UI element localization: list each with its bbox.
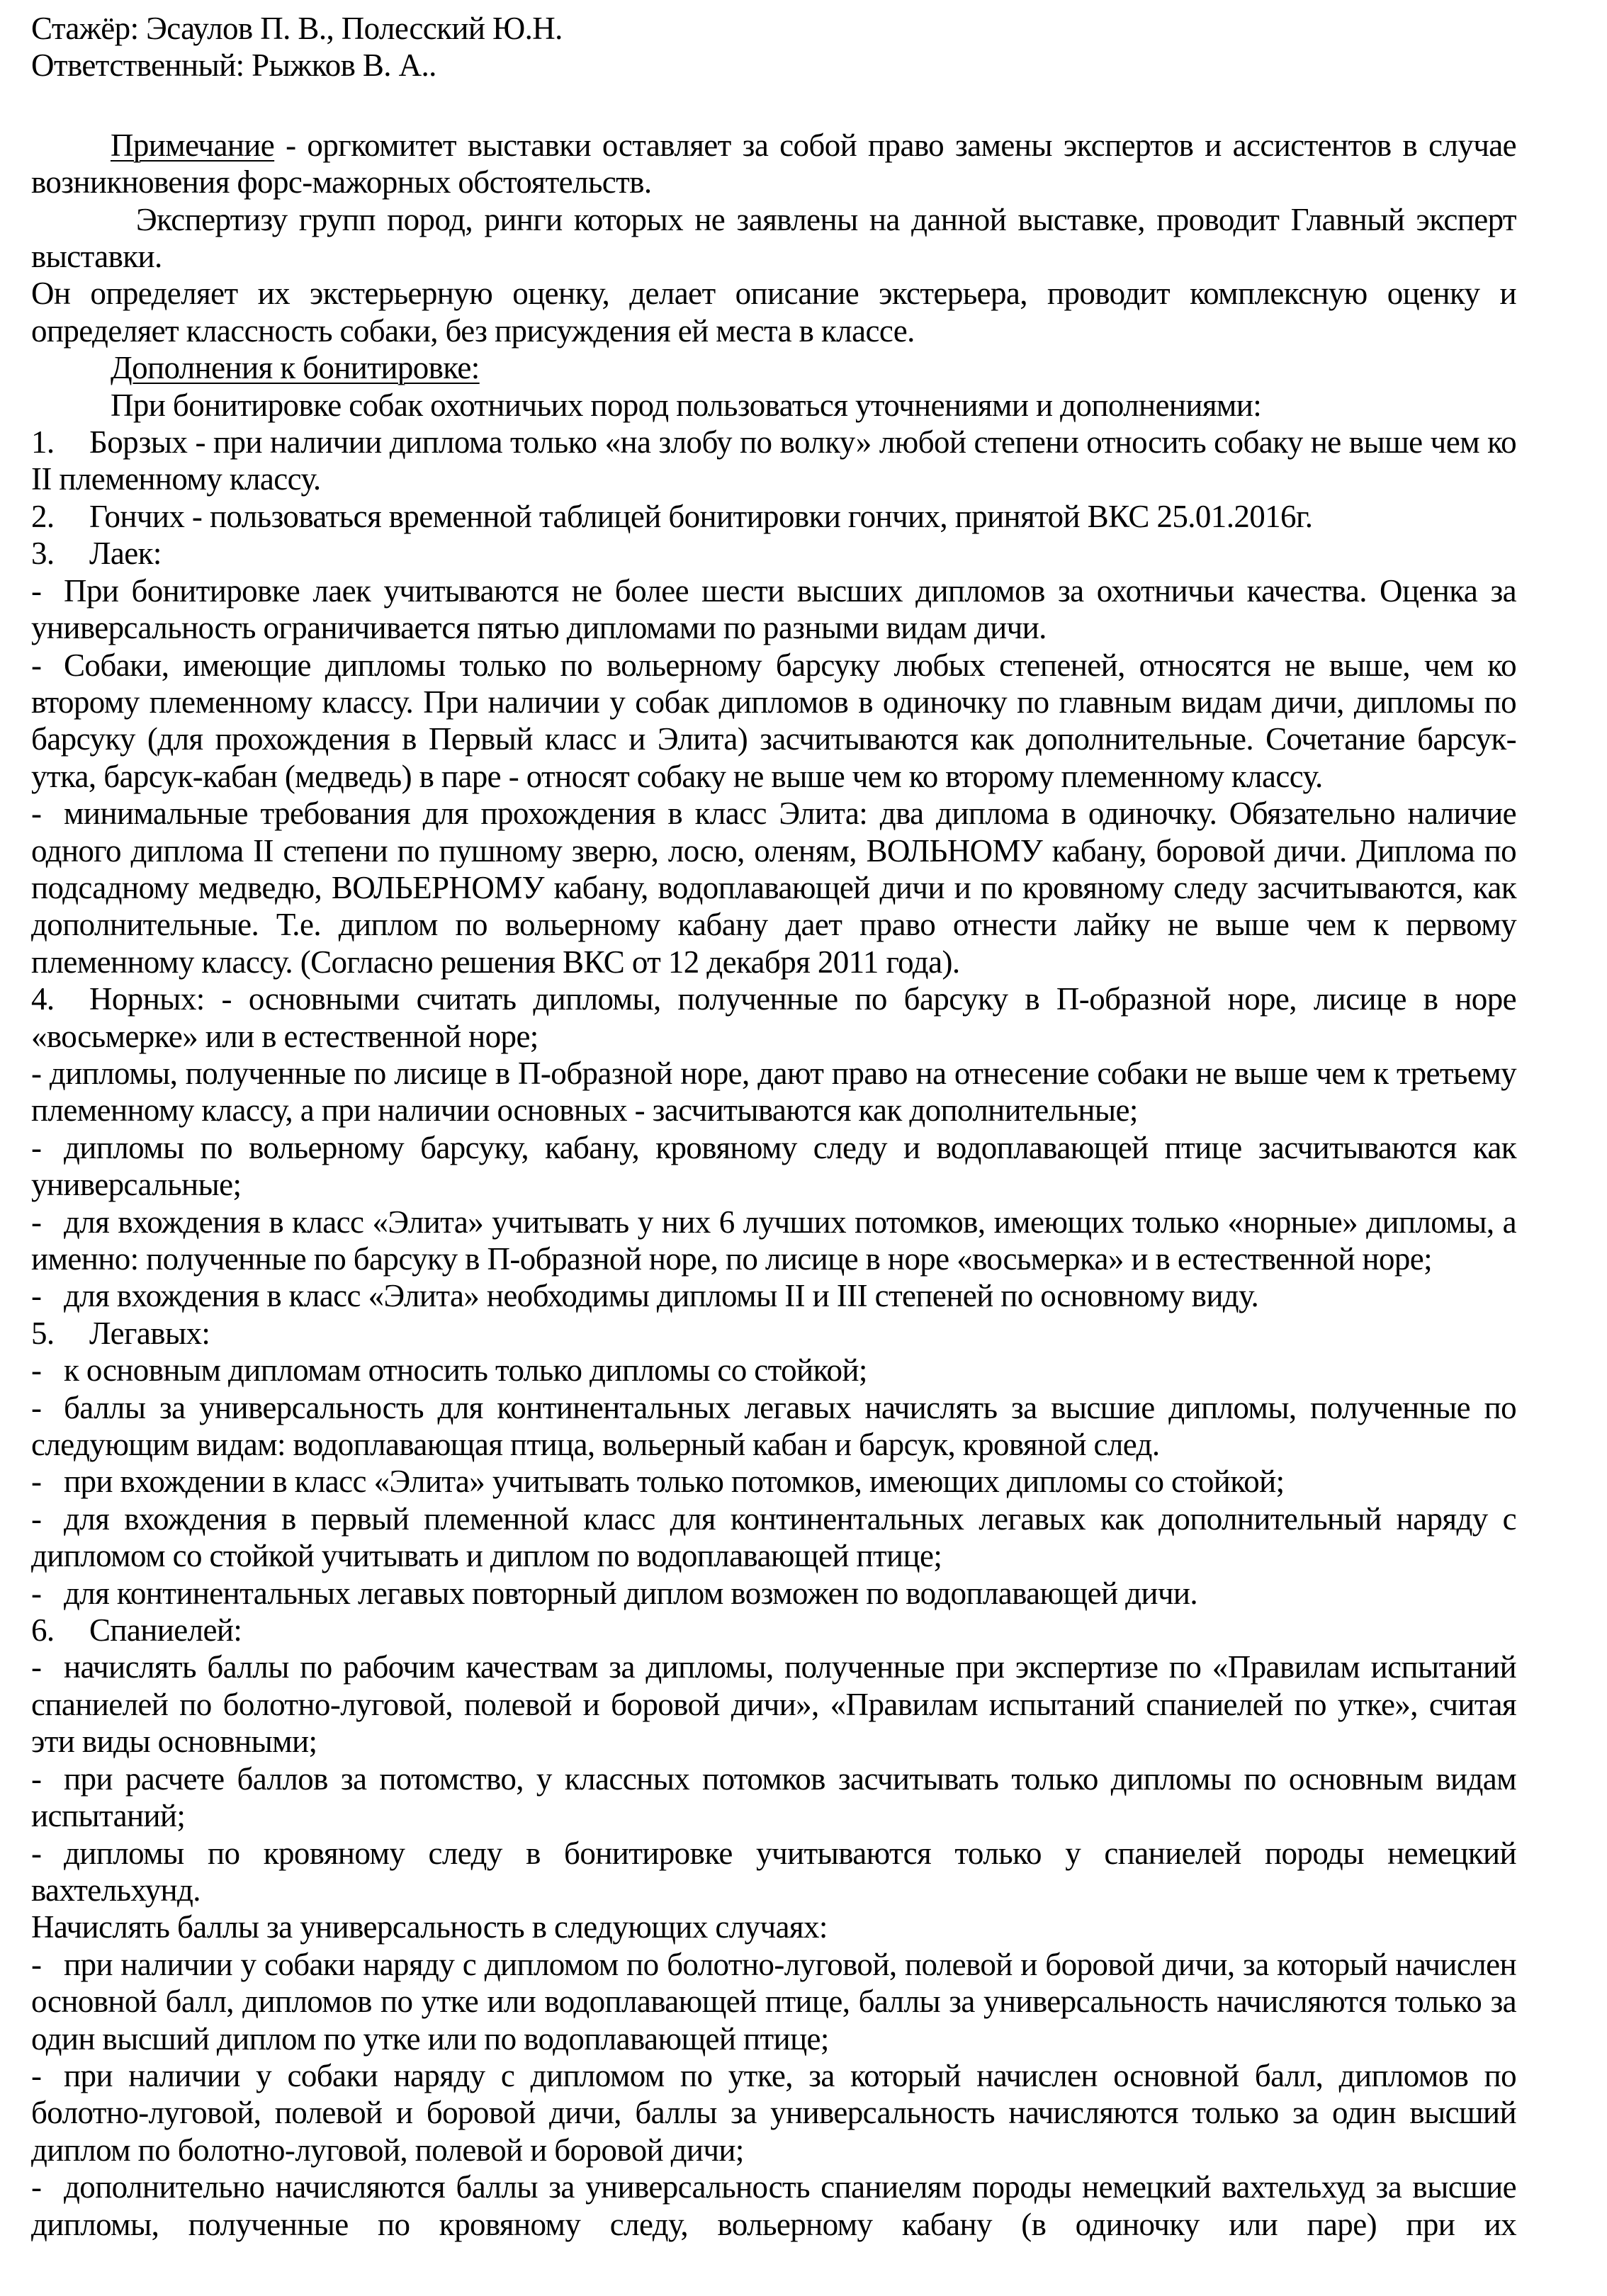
list-item-text: при расчете баллов за потомство, у классных потомков засчитывать только дипломы по основным видам испытаний;: [31, 1760, 1516, 1834]
list-item-text: для континентальных легавых повторный диплом возможен по водоплавающей дичи.: [64, 1575, 1198, 1611]
note-label: Примечание: [111, 127, 275, 163]
section-number: 6.: [31, 1612, 55, 1649]
section-text: Борзых - при наличии диплома только «на злобу по волку» любой степени относить собаку не выше чем ко II племенному классу.: [31, 424, 1516, 497]
section-number: 1.: [31, 424, 55, 460]
list-item: - дипломы, полученные по лисице в П-образной норе, дают право на отнесение собаки не выше чем к третьему племенному классу, а при наличии основных - засчитываются как дополнительные;: [31, 1055, 1516, 1129]
section-title: Спаниелей:: [89, 1612, 242, 1649]
list-item: [31, 1500, 1516, 1575]
section-number: 3.: [31, 536, 55, 572]
section-title: Легавых:: [89, 1315, 210, 1351]
list-item: [31, 1575, 1516, 1612]
dash-bullet: -: [31, 1575, 42, 1611]
section-pointers: [31, 1315, 1516, 1352]
dash-bullet: -: [31, 1760, 42, 1797]
list-item-text: Собаки, имеющие дипломы только по вольерному барсуку любых степеней, относятся не выше, чем ко второму племенному классу. При наличии у собак дипломов в одиночку по главным видам дичи, дипломы по барсуку (для прохождения в Первый класс и Элита) засчитываются как дополнительные. Сочетание барсук-утка, барсук-кабан (медведь) в паре - относят собаку не выше чем ко второму племенному классу.: [31, 647, 1516, 794]
list-item: [31, 1463, 1516, 1500]
dash-bullet: -: [31, 1649, 42, 1685]
list-item: [31, 647, 1516, 796]
section-terriers: [31, 980, 1516, 1055]
list-item-text: при наличии у собаки наряду с дипломом по утке, за который начислен основной балл, дипломов по болотно-луговой, полевой и боровой дичи, баллы за универсальность начисляются только за один высший диплом по болотно-луговой, полевой и боровой дичи;: [31, 2057, 1516, 2168]
section-number: 4.: [31, 981, 55, 1017]
list-item-text: для вхождения в первый племенной класс для континентальных легавых как дополнительный наряду с дипломом со стойкой учитывать и диплом по водоплавающей птице;: [31, 1500, 1516, 1574]
list-item-text: при наличии у собаки наряду с дипломом по болотно-луговой, полевой и боровой дичи, за который начислен основной балл, дипломов по утке или водоплавающей птице, баллы за универсальность начисляются только за один высший диплом по утке или по водоплавающей птице;: [31, 1946, 1516, 2057]
section-text: Норных: - основными считать дипломы, полученные по барсуку в П-образной норе, лисице в норе «восьмерке» или в естественной норе;: [31, 981, 1516, 1054]
list-item: [31, 1835, 1516, 1909]
list-item: [31, 1946, 1516, 2057]
list-item-text: При бонитировке лаек учитываются не более шести высших дипломов за охотничьи качества. Оценка за универсальность ограничивается пятью дипломами по разными видам дичи.: [31, 572, 1516, 646]
list-item: [31, 1389, 1516, 1464]
dash-bullet: -: [31, 796, 42, 832]
list-item-text: для вхождения в класс «Элита» учитывать у них 6 лучших потомков, имеющих только «норные» дипломы, а именно: полученные по барсуку в П-образной норе, по лисице в норе «восьмерка» и в естественной норе;: [31, 1204, 1516, 1277]
section-number: 5.: [31, 1315, 55, 1351]
list-item: [31, 572, 1516, 647]
spacer: [31, 84, 1516, 127]
list-item-text: начислять баллы по рабочим качествам за дипломы, полученные при экспертизе по «Правилам испытаний спаниелей по болотно-луговой, полевой и боровой дичи», «Правилам испытаний спаниелей по утке», считая эти виды основными;: [31, 1649, 1516, 1760]
dash-bullet: -: [31, 1204, 42, 1240]
list-item: [31, 1352, 1516, 1389]
list-item: [31, 795, 1516, 980]
expertise-paragraph: Экспертизу групп пород, ринги которых не заявлены на данной выставке, проводит Главный эксперт выставки.: [31, 201, 1516, 275]
dash-bullet: -: [31, 1946, 42, 1982]
dash-bullet: -: [31, 572, 42, 609]
dash-bullet: -: [31, 2057, 42, 2093]
note-text: - оргкомитет выставки оставляет за собой право замены экспертов и ассистентов в случае возникновения форс-мажорных обстоятельств.: [31, 127, 1516, 200]
list-item-text: при вхождении в класс «Элита» учитывать только потомков, имеющих дипломы со стойкой;: [64, 1464, 1285, 1500]
section-number: 2.: [31, 498, 55, 534]
additions-heading: Дополнения к бонитировке:: [111, 350, 480, 386]
dash-bullet: -: [31, 1352, 42, 1389]
list-item-text: дополнительно начисляются баллы за универсальность спаниелям породы немецкий вахтельхуд за высшие дипломы, полученные по кровяному следу, вольерному кабану (в одиночку или паре) при их: [31, 2169, 1516, 2242]
list-item-text: дипломы по кровяному следу в бонитировке учитываются только у спаниелей породы немецкий вахтельхунд.: [31, 1835, 1516, 1908]
dash-bullet: -: [31, 1835, 42, 1871]
responsible-line: Ответственный: Рыжков В. А..: [31, 47, 436, 84]
additions-heading-paragraph: [31, 349, 1516, 386]
section-text: Гончих - пользоваться временной таблицей бонитировки гончих, принятой ВКС 25.01.2016г.: [89, 498, 1313, 534]
section-borzoi: [31, 424, 1516, 498]
section-spaniels: [31, 1612, 1516, 1649]
additions-intro: При бонитировке собак охотничьих пород пользоваться уточнениями и дополнениями:: [111, 387, 1262, 423]
list-item-text: для вхождения в класс «Элита» необходимы дипломы II и III степеней по основному виду.: [64, 1278, 1259, 1314]
list-item-text: дипломы по вольерному барсуку, кабану, кровяному следу и водоплавающей птице засчитываются как универсальные;: [31, 1129, 1516, 1203]
dash-bullet: -: [31, 1129, 42, 1165]
note-paragraph: [31, 127, 1516, 201]
list-item-text: баллы за универсальность для континентальных легавых начислять за высшие дипломы, полученные по следующим видам: водоплавающая птица, вольерный кабан и барсук, кровяной след.: [31, 1389, 1516, 1463]
list-item: [31, 2168, 1516, 2243]
list-item: [31, 2057, 1516, 2168]
document-page: [31, 10, 1516, 2243]
section-title: Лаек:: [89, 536, 162, 572]
list-item: [31, 1760, 1516, 1835]
dash-bullet: -: [31, 2169, 42, 2205]
trainee-line: Стажёр: Эсаулов П. В., Полесский Ю.Н.: [31, 11, 563, 46]
list-item-text: минимальные требования для прохождения в класс Элита: два диплома в одиночку. Обязательно наличие одного диплома II степени по пушному зверю, лосю, оленям, ВОЛЬНОМУ кабану, боровой дичи. Диплома по подсадному медведю, ВОЛЬЕРНОМУ кабану, водоплавающей дичи и по кровяному следу засчитываются, как дополнительные. Т.е. диплом по вольерному кабану дает право отнести лайку не выше чем к первому племенному классу. (Согласно решения ВКС от 12 декабря 2011 года).: [31, 796, 1516, 980]
section-laika: [31, 535, 1516, 572]
dash-bullet: -: [31, 1278, 42, 1314]
list-item-text: к основным дипломам относить только дипломы со стойкой;: [64, 1352, 867, 1389]
list-item: [31, 1204, 1516, 1278]
dash-bullet: -: [31, 1500, 42, 1537]
list-item: [31, 1277, 1516, 1314]
section-hounds: [31, 498, 1516, 535]
list-item: [31, 1649, 1516, 1760]
list-item: [31, 1129, 1516, 1204]
determines-paragraph: Он определяет их экстерьерную оценку, делает описание экстерьера, проводит комплексную оценку и определяет классность собаки, без присуждения ей места в классе.: [31, 276, 1516, 349]
universal-heading: Начислять баллы за универсальность в следующих случаях:: [31, 1909, 828, 1945]
dash-bullet: -: [31, 647, 42, 683]
dash-bullet: -: [31, 1464, 42, 1500]
dash-bullet: -: [31, 1389, 42, 1425]
